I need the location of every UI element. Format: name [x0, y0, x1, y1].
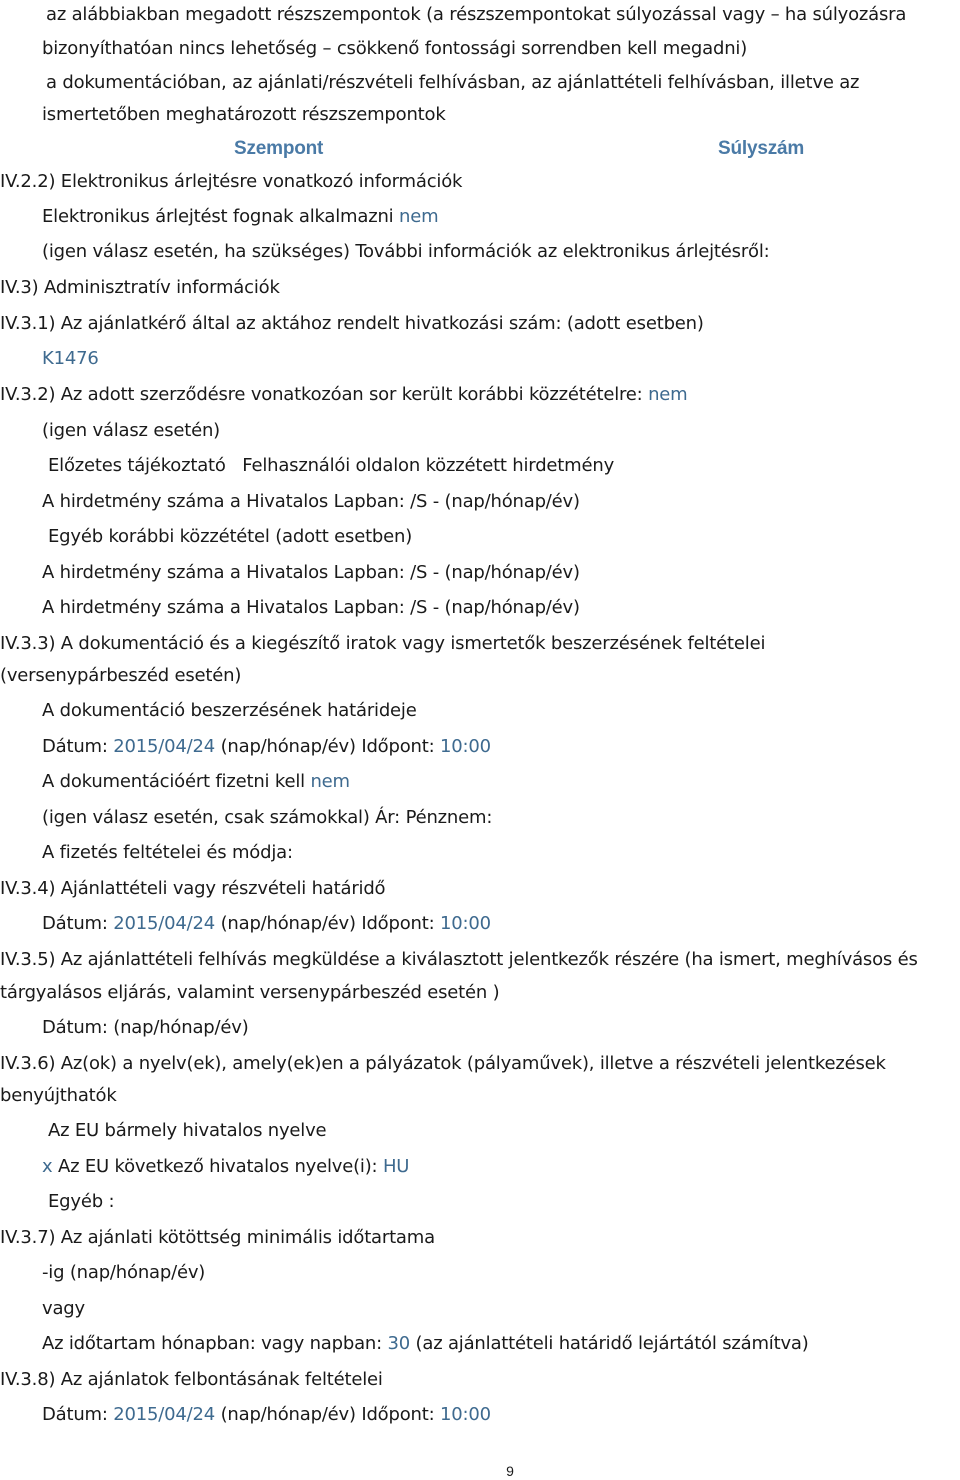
duration-note: (az ajánlattételi határidő lejártától számítva): [415, 1333, 809, 1354]
oj-notice-line-2: A hirdetmény száma a Hivatalos Lapban: /S - (nap/hónap/év): [42, 562, 580, 583]
binding-or: vagy: [42, 1298, 85, 1319]
time-value: 10:00: [440, 1404, 491, 1425]
binding-duration: [42, 1333, 809, 1355]
intro-line-4: ismertetőben meghatározott részszempontok: [42, 104, 446, 125]
intro-line-2: bizonyíthatóan nincs lehetőség – csökkenő fontossági sorrendben kell megadni): [42, 38, 748, 59]
time-value: 10:00: [440, 736, 491, 757]
section-iv-3-3-title-1: IV.3.3) A dokumentáció és a kiegészítő iratok vagy ismertetők beszerzésének feltételei: [0, 633, 766, 654]
payment-label: A dokumentációért fizetni kell: [42, 771, 305, 792]
e-auction-value: nem: [399, 206, 439, 227]
e-auction-note: (igen válasz esetén, ha szükséges) További információk az elektronikus árlejtésről:: [42, 241, 770, 262]
date-value: 2015/04/24: [113, 1404, 216, 1425]
date-value: 2015/04/24: [113, 913, 216, 934]
header-weight: Súlyszám: [718, 138, 805, 159]
oj-notice-line-3: A hirdetmény száma a Hivatalos Lapban: /S - (nap/hónap/év): [42, 597, 580, 618]
date-format: (nap/hónap/év) Időpont:: [220, 1404, 435, 1425]
page-number: 9: [506, 1463, 514, 1479]
section-iv-3-2-line: [0, 384, 688, 406]
submission-deadline-date: [42, 913, 491, 935]
section-iv-3-8-title: IV.3.8) Az ajánlatok felbontásának feltételei: [0, 1369, 383, 1390]
prior-notice-options: Előzetes tájékoztató Felhasználói oldalon közzétett hirdetmény: [48, 455, 615, 476]
selected-mark: x: [42, 1156, 53, 1177]
date-label: Dátum:: [42, 1404, 108, 1425]
language-option-other: Egyéb :: [48, 1191, 115, 1212]
section-iv-3-3-title-2: (versenypárbeszéd esetén): [0, 665, 242, 686]
language-option-any: Az EU bármely hivatalos nyelve: [48, 1120, 327, 1141]
opening-date: [42, 1404, 491, 1426]
section-iv-3-5-title-1: IV.3.5) Az ajánlattételi felhívás megküldése a kiválasztott jelentkezők részére (ha ismert, meghívásos és: [0, 949, 918, 970]
date-label: Dátum:: [42, 913, 108, 934]
documentation-deadline-label: A dokumentáció beszerzésének határideje: [42, 700, 417, 721]
section-iv-3-title: IV.3) Adminisztratív információk: [0, 277, 280, 298]
section-iv-3-1-title: IV.3.1) Az ajánlatkérő által az aktához rendelt hivatkozási szám: (adott esetben): [0, 313, 704, 334]
section-iv-3-5-title-2: tárgyalásos eljárás, valamint versenypárbeszéd esetén ): [0, 982, 500, 1003]
duration-value: 30: [387, 1333, 411, 1354]
other-publication: Egyéb korábbi közzététel (adott esetben): [48, 526, 413, 547]
e-auction-line: [42, 206, 438, 228]
section-iv-3-6-title-1: IV.3.6) Az(ok) a nyelv(ek), amely(ek)en a pályázatok (pályaművek), illetve a részvételi jelentkezések: [0, 1053, 886, 1074]
language-option-label: Az EU következő hivatalos nyelve(i):: [57, 1156, 378, 1177]
language-value: HU: [382, 1156, 410, 1177]
section-iv-2-2-title: IV.2.2) Elektronikus árlejtésre vonatkozó információk: [0, 171, 463, 192]
intro-line-3: a dokumentációban, az ajánlati/részvételi felhívásban, az ajánlattételi felhívásban, illetve az: [46, 72, 860, 93]
intro-line-1: az alábbiakban megadott részszempontok (a részszempontokat súlyozással vagy – ha súlyozásra: [46, 4, 907, 25]
section-iv-3-7-title: IV.3.7) Az ajánlati kötöttség minimális időtartama: [0, 1227, 435, 1248]
section-iv-3-2-title: IV.3.2) Az adott szerződésre vonatkozóan sor került korábbi közzétételre:: [0, 384, 643, 405]
date-format: (nap/hónap/év) Időpont:: [220, 736, 435, 757]
reference-number: K1476: [42, 348, 99, 369]
date-value: 2015/04/24: [113, 736, 216, 757]
prior-publication-value: nem: [648, 384, 688, 405]
section-iv-3-4-title: IV.3.4) Ajánlattételi vagy részvételi határidő: [0, 878, 386, 899]
invitation-date: Dátum: (nap/hónap/év): [42, 1017, 249, 1038]
oj-notice-line-1: A hirdetmény száma a Hivatalos Lapban: /S - (nap/hónap/év): [42, 491, 580, 512]
payment-value: nem: [310, 771, 350, 792]
date-label: Dátum:: [42, 736, 108, 757]
duration-label: Az időtartam hónapban: vagy napban:: [42, 1333, 382, 1354]
prior-publication-note: (igen válasz esetén): [42, 420, 221, 441]
section-iv-3-6-title-2: benyújthatók: [0, 1085, 117, 1106]
price-note: (igen válasz esetén, csak számokkal) Ár: Pénznem:: [42, 807, 493, 828]
binding-until: -ig (nap/hónap/év): [42, 1262, 206, 1283]
language-option-selected: [42, 1156, 409, 1178]
payment-terms: A fizetés feltételei és módja:: [42, 842, 293, 863]
documentation-deadline-date: [42, 736, 491, 758]
time-value: 10:00: [440, 913, 491, 934]
payment-line: [42, 771, 350, 793]
e-auction-label: Elektronikus árlejtést fognak alkalmazni: [42, 206, 394, 227]
date-format: (nap/hónap/év) Időpont:: [220, 913, 435, 934]
header-criterion: Szempont: [234, 138, 324, 159]
